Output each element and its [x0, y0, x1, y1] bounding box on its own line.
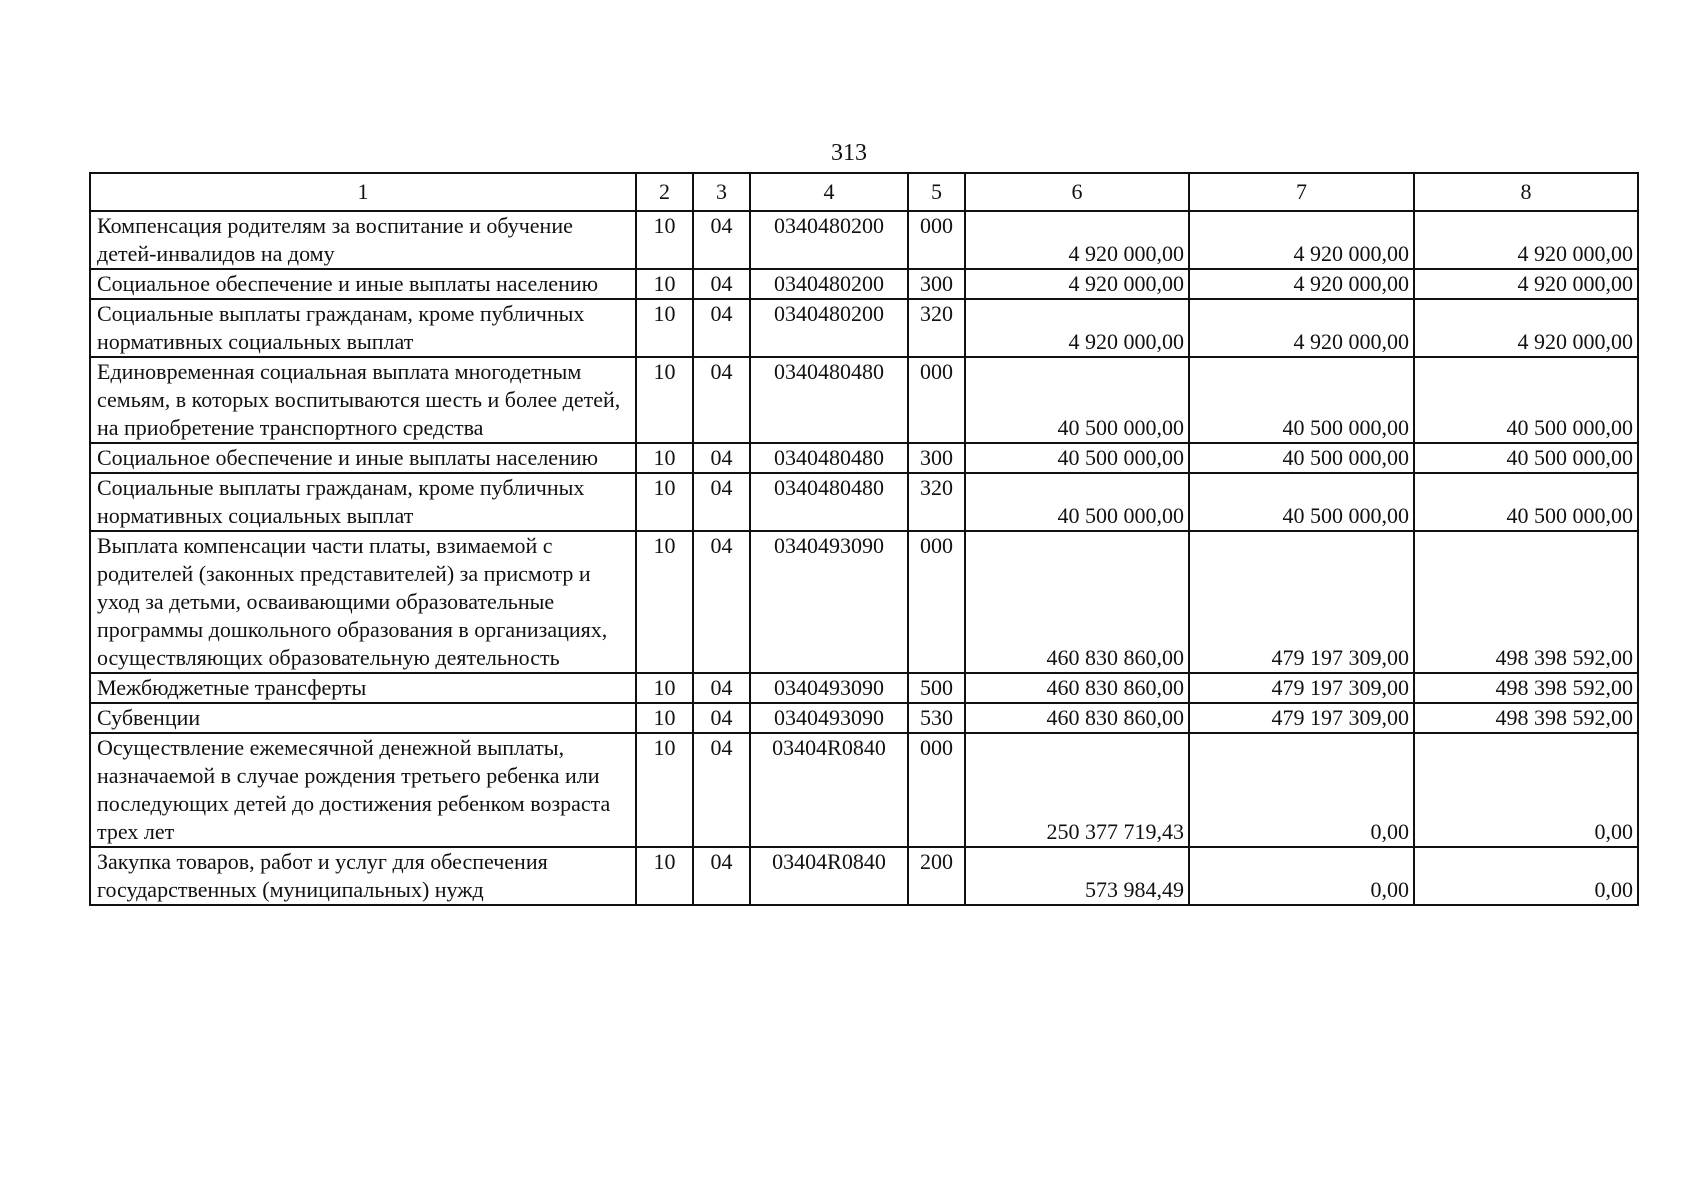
table-body — [90, 173, 1638, 905]
target-article-code-cell: 0340480480 — [750, 443, 908, 473]
amount-column-8-cell: 0,00 — [1414, 733, 1638, 847]
target-article-code-cell: 03404R0840 — [750, 733, 908, 847]
amount-column-6-cell: 4 920 000,00 — [965, 211, 1189, 269]
amount-column-7-cell: 0,00 — [1189, 733, 1414, 847]
section-code-cell: 10 — [636, 703, 693, 733]
row-name-cell: Выплата компенсации части платы, взимаемой с родителей (законных представителей) за присмотр и уход за детьми, осваивающими образовательные программы дошкольного образования в организациях, осуществляющих образовательную деятельность — [90, 531, 636, 673]
subsection-code-cell: 04 — [693, 473, 750, 531]
row-name-cell: Субвенции — [90, 703, 636, 733]
amount-column-7-cell: 479 197 309,00 — [1189, 703, 1414, 733]
subsection-code-cell: 04 — [693, 733, 750, 847]
amount-column-8-cell: 498 398 592,00 — [1414, 673, 1638, 703]
section-code-cell: 10 — [636, 673, 693, 703]
subsection-code-cell: 04 — [693, 299, 750, 357]
amount-column-7-cell: 40 500 000,00 — [1189, 443, 1414, 473]
target-article-code-cell: 0340480480 — [750, 357, 908, 443]
section-code-cell: 10 — [636, 473, 693, 531]
table-row — [90, 531, 1638, 673]
row-name-cell: Социальное обеспечение и иные выплаты населению — [90, 269, 636, 299]
expense-type-code-cell: 320 — [908, 299, 965, 357]
subsection-code-cell: 04 — [693, 673, 750, 703]
amount-column-8-cell: 40 500 000,00 — [1414, 473, 1638, 531]
budget-table — [89, 172, 1639, 906]
section-code-cell: 10 — [636, 531, 693, 673]
table-row — [90, 673, 1638, 703]
table-row — [90, 733, 1638, 847]
page-number: 313 — [831, 140, 867, 166]
amount-column-8-cell: 4 920 000,00 — [1414, 211, 1638, 269]
table-row — [90, 299, 1638, 357]
amount-column-7-cell: 4 920 000,00 — [1189, 211, 1414, 269]
expense-type-code-cell: 000 — [908, 733, 965, 847]
amount-column-7-cell: 479 197 309,00 — [1189, 673, 1414, 703]
table-row — [90, 443, 1638, 473]
expense-type-code-cell: 200 — [908, 847, 965, 905]
subsection-code-cell: 04 — [693, 847, 750, 905]
amount-column-7-cell: 4 920 000,00 — [1189, 269, 1414, 299]
section-code-cell: 10 — [636, 357, 693, 443]
amount-column-8-cell: 0,00 — [1414, 847, 1638, 905]
expense-type-code-cell: 000 — [908, 211, 965, 269]
amount-column-7-cell: 4 920 000,00 — [1189, 299, 1414, 357]
amount-column-7-cell: 40 500 000,00 — [1189, 357, 1414, 443]
amount-column-7-cell: 479 197 309,00 — [1189, 531, 1414, 673]
row-name-cell: Межбюджетные трансферты — [90, 673, 636, 703]
table-row — [90, 269, 1638, 299]
row-name-cell: Компенсация родителям за воспитание и обучение детей-инвалидов на дому — [90, 211, 636, 269]
subsection-code-cell: 04 — [693, 443, 750, 473]
target-article-code-cell: 0340493090 — [750, 673, 908, 703]
column-header-6: 6 — [965, 173, 1189, 211]
amount-column-8-cell: 4 920 000,00 — [1414, 299, 1638, 357]
target-article-code-cell: 0340480200 — [750, 299, 908, 357]
target-article-code-cell: 0340493090 — [750, 703, 908, 733]
section-code-cell: 10 — [636, 443, 693, 473]
row-name-cell: Социальное обеспечение и иные выплаты населению — [90, 443, 636, 473]
row-name-cell: Социальные выплаты гражданам, кроме публичных нормативных социальных выплат — [90, 473, 636, 531]
expense-type-code-cell: 000 — [908, 531, 965, 673]
target-article-code-cell: 0340480200 — [750, 211, 908, 269]
amount-column-6-cell: 40 500 000,00 — [965, 473, 1189, 531]
target-article-code-cell: 0340480480 — [750, 473, 908, 531]
section-code-cell: 10 — [636, 211, 693, 269]
row-name-cell: Социальные выплаты гражданам, кроме публичных нормативных социальных выплат — [90, 299, 636, 357]
section-code-cell: 10 — [636, 733, 693, 847]
table-row — [90, 357, 1638, 443]
column-header-1: 1 — [90, 173, 636, 211]
amount-column-8-cell: 40 500 000,00 — [1414, 443, 1638, 473]
table-row — [90, 847, 1638, 905]
amount-column-6-cell: 573 984,49 — [965, 847, 1189, 905]
section-code-cell: 10 — [636, 847, 693, 905]
amount-column-6-cell: 460 830 860,00 — [965, 531, 1189, 673]
column-number-header-row — [90, 173, 1638, 211]
amount-column-8-cell: 498 398 592,00 — [1414, 703, 1638, 733]
column-header-5: 5 — [908, 173, 965, 211]
expense-type-code-cell: 500 — [908, 673, 965, 703]
expense-type-code-cell: 320 — [908, 473, 965, 531]
section-code-cell: 10 — [636, 299, 693, 357]
amount-column-6-cell: 4 920 000,00 — [965, 299, 1189, 357]
row-name-cell: Единовременная социальная выплата многодетным семьям, в которых воспитываются шесть и более детей, на приобретение транспортного средства — [90, 357, 636, 443]
column-header-2: 2 — [636, 173, 693, 211]
column-header-7: 7 — [1189, 173, 1414, 211]
amount-column-6-cell: 460 830 860,00 — [965, 673, 1189, 703]
column-header-8: 8 — [1414, 173, 1638, 211]
target-article-code-cell: 0340493090 — [750, 531, 908, 673]
amount-column-8-cell: 4 920 000,00 — [1414, 269, 1638, 299]
subsection-code-cell: 04 — [693, 357, 750, 443]
row-name-cell: Осуществление ежемесячной денежной выплаты, назначаемой в случае рождения третьего ребенка или последующих детей до достижения ребенком возраста трех лет — [90, 733, 636, 847]
target-article-code-cell: 03404R0840 — [750, 847, 908, 905]
expense-type-code-cell: 300 — [908, 443, 965, 473]
target-article-code-cell: 0340480200 — [750, 269, 908, 299]
subsection-code-cell: 04 — [693, 531, 750, 673]
expense-type-code-cell: 300 — [908, 269, 965, 299]
subsection-code-cell: 04 — [693, 703, 750, 733]
expense-type-code-cell: 000 — [908, 357, 965, 443]
expense-type-code-cell: 530 — [908, 703, 965, 733]
column-header-4: 4 — [750, 173, 908, 211]
amount-column-8-cell: 498 398 592,00 — [1414, 531, 1638, 673]
table-row — [90, 703, 1638, 733]
amount-column-6-cell: 250 377 719,43 — [965, 733, 1189, 847]
amount-column-6-cell: 40 500 000,00 — [965, 443, 1189, 473]
amount-column-6-cell: 40 500 000,00 — [965, 357, 1189, 443]
section-code-cell: 10 — [636, 269, 693, 299]
table-row — [90, 211, 1638, 269]
amount-column-8-cell: 40 500 000,00 — [1414, 357, 1638, 443]
amount-column-7-cell: 40 500 000,00 — [1189, 473, 1414, 531]
amount-column-7-cell: 0,00 — [1189, 847, 1414, 905]
amount-column-6-cell: 4 920 000,00 — [965, 269, 1189, 299]
table-row — [90, 473, 1638, 531]
subsection-code-cell: 04 — [693, 211, 750, 269]
subsection-code-cell: 04 — [693, 269, 750, 299]
row-name-cell: Закупка товаров, работ и услуг для обеспечения государственных (муниципальных) нужд — [90, 847, 636, 905]
column-header-3: 3 — [693, 173, 750, 211]
amount-column-6-cell: 460 830 860,00 — [965, 703, 1189, 733]
